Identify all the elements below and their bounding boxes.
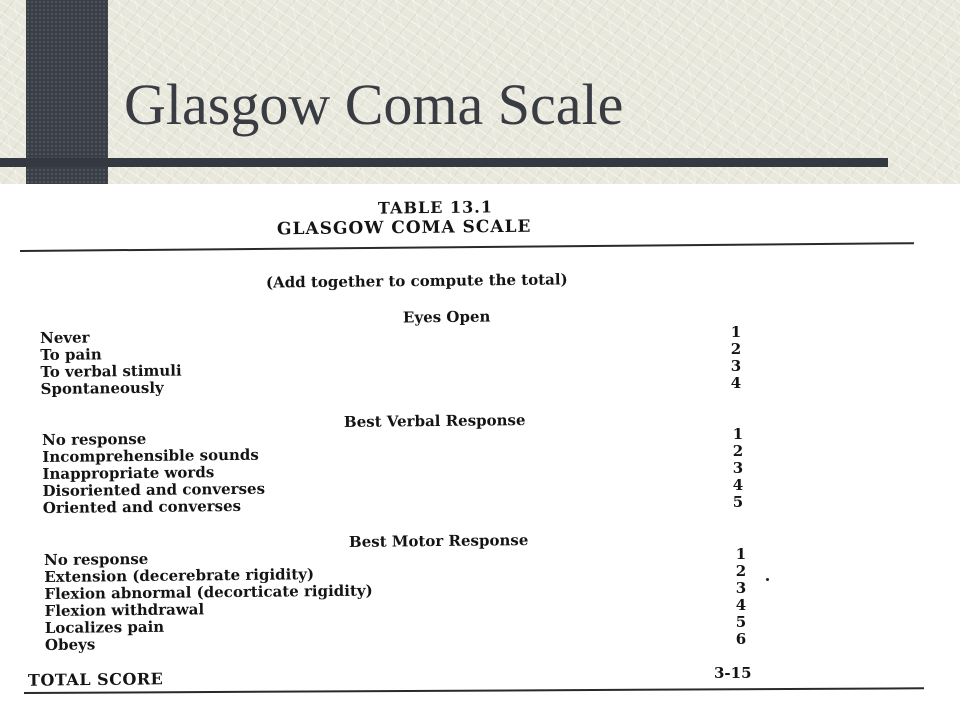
verbal-response-scores (728, 426, 748, 511)
total-score-label: TOTAL SCORE (27, 669, 164, 690)
list-item: Inappropriate words (42, 463, 215, 483)
list-item: Oriented and converses (42, 496, 242, 517)
list-item: To pain (40, 345, 102, 364)
list-item: No response (41, 429, 147, 449)
eyes-open-scores (726, 324, 746, 392)
score-value: 3 (732, 459, 744, 477)
motor-response-items (44, 549, 373, 654)
score-value: 4 (730, 374, 742, 392)
score-value: 1 (730, 323, 742, 341)
score-value: 2 (732, 442, 744, 460)
list-item: Spontaneously (40, 378, 164, 398)
score-value: 4 (732, 476, 744, 494)
list-item: Obeys (44, 635, 96, 654)
list-item: Extension (decerebrate rigidity) (44, 565, 315, 586)
score-value: 5 (732, 493, 744, 511)
section-heading-motor-response: Best Motor Response (348, 531, 529, 551)
top-rule (20, 242, 914, 252)
section-heading-verbal-response: Best Verbal Response (343, 411, 526, 431)
decorative-left-bar (26, 0, 108, 184)
score-value: 1 (735, 545, 747, 563)
header-divider (0, 158, 888, 167)
table-name: GLASGOW COMA SCALE (276, 216, 532, 240)
score-value: 3 (730, 357, 742, 375)
eyes-open-items (40, 329, 182, 398)
score-value: 3 (735, 579, 747, 597)
scanned-table (0, 184, 960, 720)
score-value: 5 (735, 613, 747, 631)
total-score-value: 3-15 (714, 664, 752, 682)
table-instruction: (Add together to compute the total) (265, 270, 568, 292)
list-item: No response (43, 549, 149, 569)
list-item: Localizes pain (44, 617, 165, 637)
motor-response-scores (731, 546, 751, 648)
scan-speck (766, 578, 769, 581)
list-item: Never (39, 328, 90, 347)
score-value: 6 (735, 630, 747, 648)
slide-title: Glasgow Coma Scale (124, 72, 624, 137)
section-heading-eyes-open: Eyes Open (402, 307, 491, 327)
verbal-response-items (42, 430, 265, 517)
score-value: 2 (735, 562, 747, 580)
score-value: 2 (730, 340, 742, 358)
list-item: Flexion abnormal (decorticate rigidity) (44, 581, 373, 603)
list-item: Disoriented and converses (42, 479, 266, 500)
score-value: 1 (732, 425, 744, 443)
list-item: Flexion withdrawal (44, 600, 205, 620)
list-item: To verbal stimuli (40, 361, 182, 381)
list-item: Incomprehensible sounds (42, 445, 259, 466)
score-value: 4 (735, 596, 747, 614)
table-number: TABLE 13.1 (377, 197, 494, 218)
